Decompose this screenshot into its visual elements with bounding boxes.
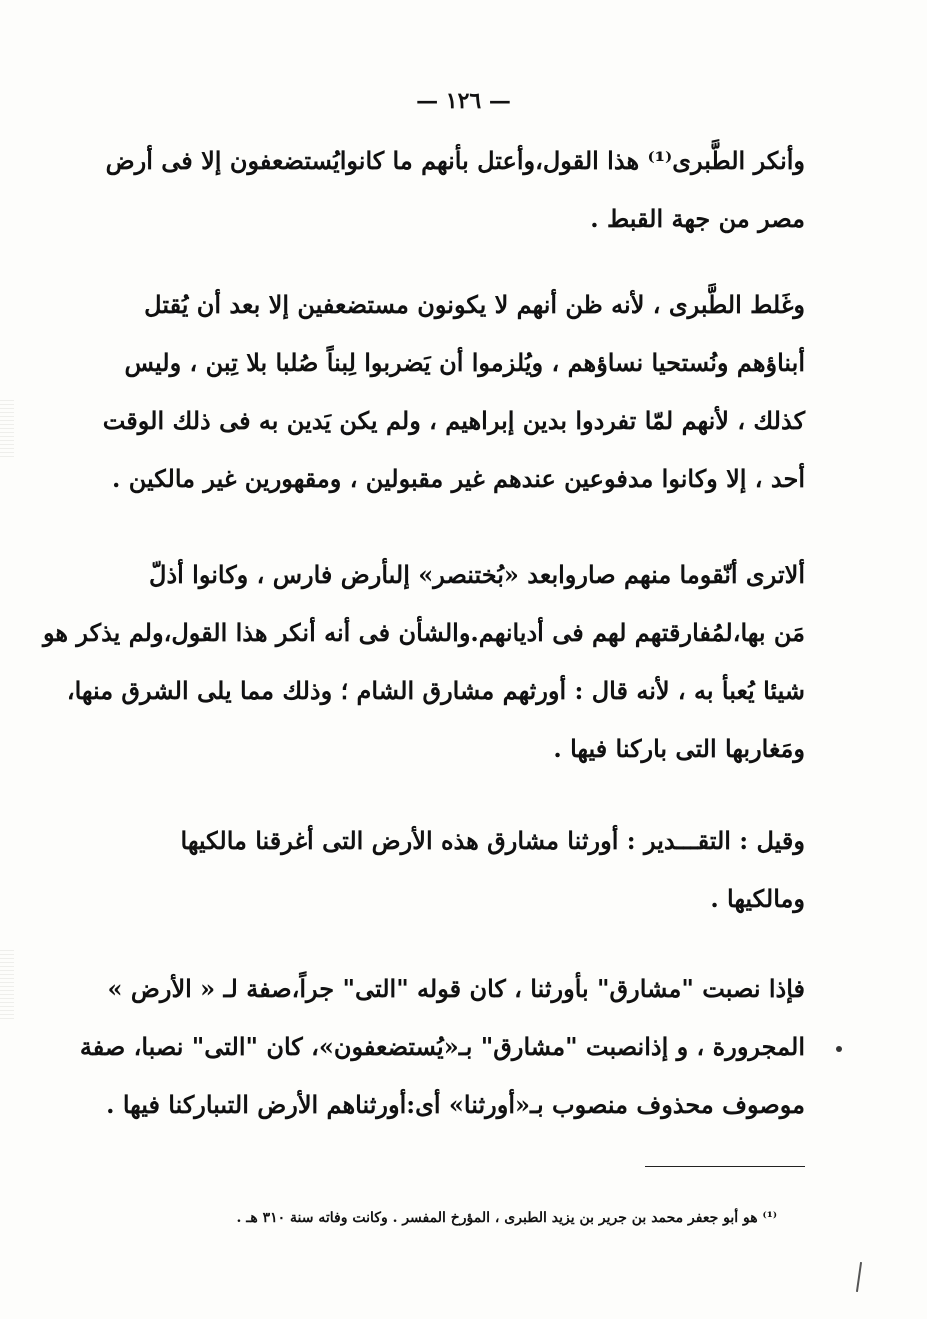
- text-line: ألاترى أنّقوما منهم صاروابعد «بُختنصر» إلىأرض فارس ، وكانوا أذلّ: [149, 560, 805, 589]
- text-line: وقيل : التقـــدير : أورثنا مشارق هذه الأرض التى أغرقنا مالكيها: [180, 826, 805, 855]
- text-line: المجرورة ، و إذانصبت "مشارق" بـ«يُستضعفون»، كان "التى" نصبا، صفة: [79, 1032, 805, 1061]
- text-line: أحد ، إلا وكانوا مدفوعين عندهم غير مقبولين ، ومقهورين غير مالكين .: [112, 464, 805, 493]
- text-line: وأنكر الطَّبرى⁽¹⁾ هذا القول،وأعتل بأنهم ما كانوايُستضعفون إلا فى أرض: [105, 146, 805, 175]
- text-line: ومَغاربها التى باركنا فيها .: [553, 734, 805, 763]
- text-line: أبناؤهم ونُستحيا نساؤهم ، ويُلزموا أن يَضربوا لِبناً صُلبا بلا تِبن ، وليس: [124, 348, 805, 377]
- scan-edge-noise: [0, 400, 14, 460]
- paragraph-3: [42, 546, 805, 778]
- footnote-divider: [645, 1166, 805, 1167]
- text-line: كذلك ، لأنهم لمّا تفردوا بدين إبراهيم ، ولم يكن يَدين به فى ذلك الوقت: [102, 406, 805, 435]
- text-line: ومالكيها .: [710, 884, 805, 913]
- paragraph-2: [102, 276, 805, 508]
- text-line: موصوف محذوف منصوب بـ«أورثنا» أى:أورثناهم الأرض التىباركنا فيها .: [106, 1090, 805, 1119]
- paragraph-1: [105, 132, 805, 248]
- paragraph-4: [155, 812, 805, 928]
- text-line: شيئا يُعبأ به ، لأنه قال : أورثهم مشارق الشام ؛ وذلك مما يلى الشرق منها،: [66, 676, 805, 705]
- margin-dot: [836, 1046, 842, 1052]
- paragraph-5: [79, 960, 805, 1134]
- text-line: وغَلط الطَّبرى ، لأنه ظن أنهم لا يكونون مستضعفين إلا بعد أن يُقتل: [144, 290, 805, 319]
- text-line: مَن بها،لمُفارقتهم لهم فى أديانهم.والشأن فى أنه أنكر هذا القول،ولم يذكر هو: [42, 618, 805, 647]
- scan-edge-noise: [0, 950, 14, 1020]
- footnote: ⁽¹⁾ هو أبو جعفر محمد بن جرير بن يزيد الطبرى ، المؤرخ المفسر . وكانت وفاته سنة ٣١٠ هـ .: [236, 1210, 777, 1226]
- text-line: فإذا نصبت "مشارق" بأورثنا ، كان قوله "التى" جراً،صفة لـ « الأرض »: [107, 974, 805, 1003]
- page-number: — ١٢٦ —: [416, 88, 511, 114]
- pencil-mark: [856, 1262, 862, 1292]
- text-line: مصر من جهة القبط .: [590, 204, 805, 233]
